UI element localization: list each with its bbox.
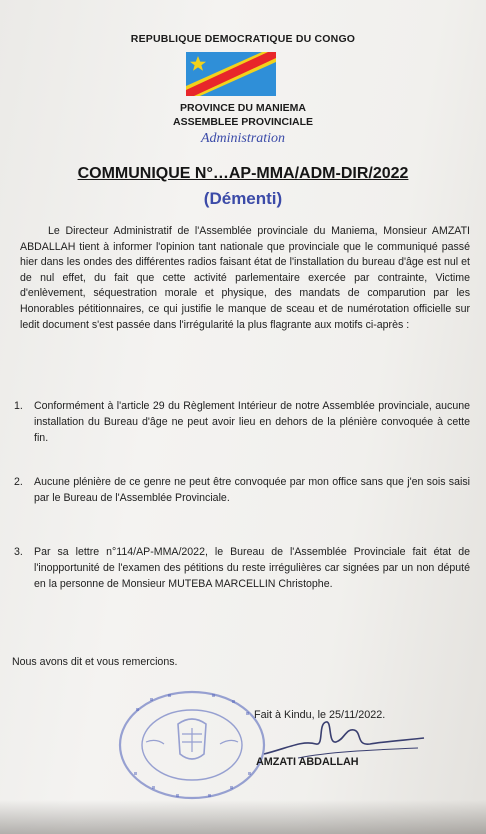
list-item-text: Conformément à l'article 29 du Règlement Intérieur de notre Assemblée provinciale, aucune installation du Bureau d'âge ne peut avoir lieu en dehors de la plénière convoquée à cette fin. — [34, 400, 470, 444]
list-item — [14, 544, 470, 592]
list-item-text: Par sa lettre n°114/AP-MMA/2022, le Bureau de l'Assemblée Provinciale fait état de l'inopportunité de l'examen des pétitions du reste irrégulières car signées par un non député en la personne de Monsieur MUTEBA MARCELLIN Christophe. — [34, 546, 470, 590]
signatory-name: AMZATI ABDALLAH — [256, 756, 359, 768]
closing-line: Nous avons dit et vous remercions. — [12, 656, 178, 668]
place-date: Fait à Kindu, le 25/11/2022. — [254, 709, 386, 721]
republic-heading: REPUBLIQUE DEMOCRATIQUE DU CONGO — [130, 33, 356, 45]
communique-title: COMMUNIQUE N°…AP-MMA/ADM-DIR/2022 — [77, 165, 409, 182]
communique-subtitle: (Démenti) — [203, 189, 283, 208]
intro-paragraph: Le Directeur Administratif de l'Assemblée provinciale du Maniema, Monsieur AMZATI ABDALLAH tient à informer l'opinion tant nationale que provinciale que le communiqué passé hier dans les ondes des différentes radios faisant état de l'installation du bureau d'âge est nul et de nul effet, du fait que cette activité parlementaire exercée par contrainte, Victime d'enlèvement, séquestration morale et physique, des mandats de comparution par les Honorables pétitionnaires, ce qui justifie le manque de sceau et de numérotation officielle sur ledit document s'est passée dans l'irrégularité la plus flagrante aux motifs ci-après : — [20, 225, 470, 331]
province-heading: PROVINCE DU MANIEMA — [179, 102, 306, 114]
list-item-number: 1. — [14, 400, 23, 412]
list-item-number: 3. — [14, 546, 23, 558]
handwritten-signature-icon — [258, 714, 428, 762]
list-item — [14, 398, 470, 446]
list-item-number: 2. — [14, 476, 23, 488]
list-item — [14, 474, 470, 506]
list-item-text: Aucune plénière de ce genre ne peut être convoquée par mon office sans que j'en sois saisi par le Bureau de l'Assemblée Provinciale. — [34, 476, 470, 504]
drc-flag-icon — [186, 52, 276, 96]
department-label: Administration — [200, 131, 285, 146]
official-stamp-icon — [116, 688, 268, 803]
assembly-heading: ASSEMBLEE PROVINCIALE — [172, 116, 314, 128]
